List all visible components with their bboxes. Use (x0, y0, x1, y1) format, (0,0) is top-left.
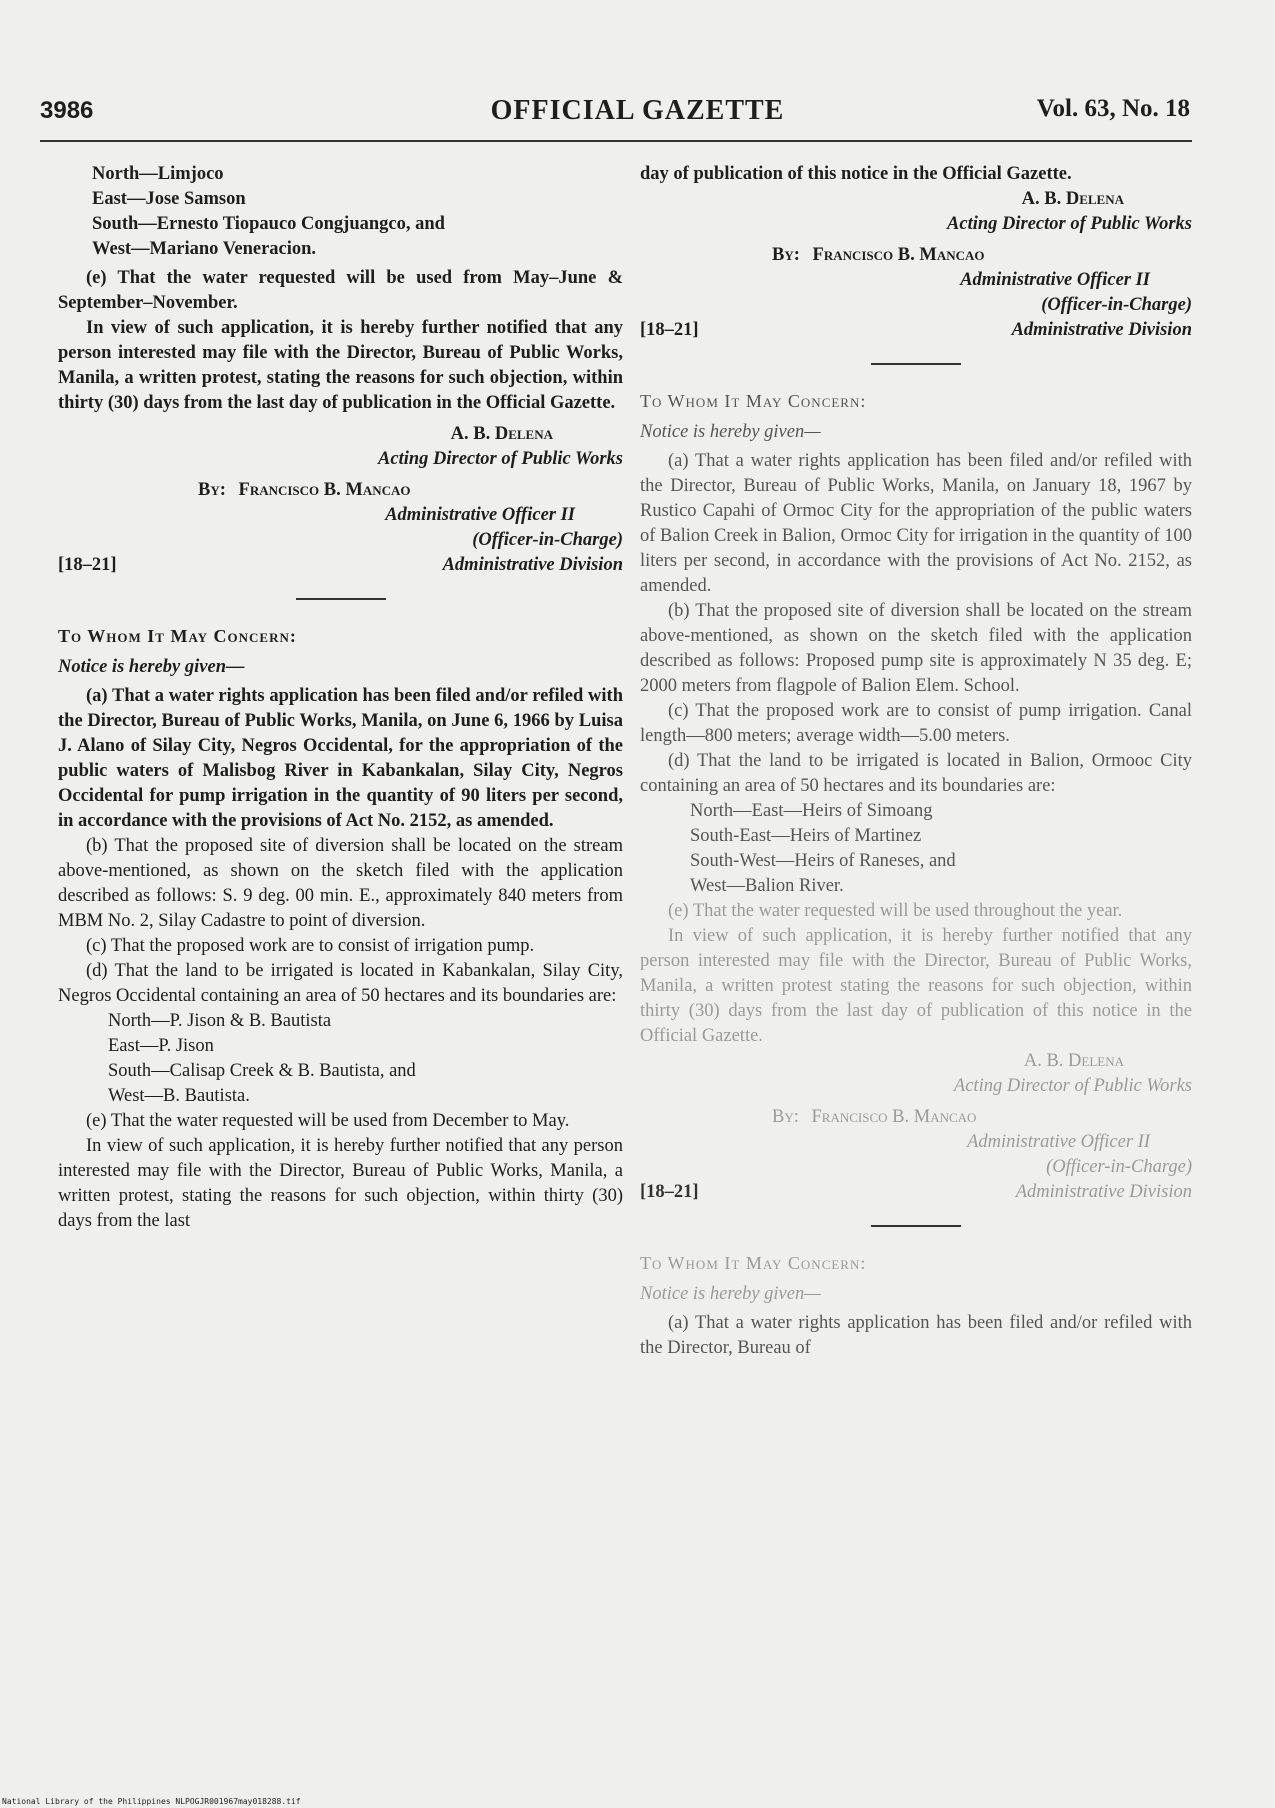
paragraph-e: (e) That the water requested will be used from May–June & September–November. (58, 268, 623, 313)
boundary-north: North—Limjoco (92, 164, 224, 184)
boundary-east: East—Jose Samson (92, 189, 246, 209)
scan-footer: National Library of the Philippines NLPOGJR001967may018288.tif (2, 1797, 301, 1806)
by-name: Francisco B. Mancao (812, 245, 985, 265)
reference-number: [18–21] (640, 320, 699, 340)
paragraph-d: (d) That the land to be irrigated is located in Kabankalan, Silay City, Negros Occidental containing an area of 50 hectares and its boundaries are: (58, 961, 623, 1006)
reference-number: [18–21] (58, 555, 117, 575)
paragraph-c: (c) That the proposed work are to consist of pump irrigation. Canal length—800 meters; average width—5.00 meters. (640, 701, 1192, 746)
paragraph-b: (b) That the proposed site of diversion shall be located on the stream above-mentioned, as shown on the sketch filed with the application described as follows: Proposed pump site is approximately N 35 deg. E; 2000 meters from flagpole of Balion Elem. School. (640, 601, 1192, 696)
page-number: 3986 (40, 97, 94, 124)
by-block (640, 243, 1192, 343)
by-name: Francisco B. Mancao (238, 480, 411, 500)
notice-given: Notice is hereby given— (58, 657, 245, 677)
paragraph-a: (a) That a water rights application has been filed and/or refiled with the Director, Bureau of Public Works, Manila, on June 6, 1966 by Luisa J. Alano of Silay City, Negros Occidental, for the appropriation of the public waters of Malisbog River in Kabankalan, Silay City, Negros Occidental for pump irrigation in the quantity of 90 liters per second, in accordance with the provisions of Act No. 2152, as amended. (58, 686, 623, 831)
boundary-south: South—Calisap Creek & B. Bautista, and (108, 1061, 416, 1081)
signatory-title: Acting Director of Public Works (953, 1076, 1192, 1096)
by-title-1: Administrative Officer II (385, 505, 575, 525)
boundary-east: East—P. Jison (108, 1036, 214, 1056)
notice-header: To Whom It May Concern: (640, 391, 867, 411)
by-title-2: (Officer-in-Charge) (1046, 1157, 1192, 1177)
by-title-2: (Officer-in-Charge) (472, 530, 623, 550)
boundary-south-west: South-West—Heirs of Raneses, and (690, 851, 956, 871)
boundary-west: West—Balion River. (690, 876, 844, 896)
protest-paragraph: In view of such application, it is hereby further notified that any person interested may file with the Director, Bureau of Public Works, Manila, a written protest, stating the reasons for such objection, within thirty (30) days from the last day of publication in the Official Gazette. (58, 318, 623, 413)
by-title-3: Administrative Division (1015, 1182, 1192, 1202)
protest-paragraph: In view of such application, it is hereby further notified that any person interested may file with the Director, Bureau of Public Works, Manila, a written protest, stating the reasons for such objection, within thirty (30) days from the last (58, 1136, 623, 1231)
paragraph-c: (c) That the proposed work are to consist of irrigation pump. (86, 936, 535, 956)
notice-given: Notice is hereby given— (640, 422, 821, 442)
paragraph-b: (b) That the proposed site of diversion shall be located on the stream above-mentioned, as shown on the sketch filed with the application described as follows: S. 9 deg. 00 min. E., approximately 840 meters from MBM No. 2, Silay Cadastre to point of diversion. (58, 836, 623, 931)
by-label: By: (772, 1107, 799, 1127)
page-header (0, 95, 1275, 135)
boundary-south-east: South-East—Heirs of Martinez (690, 826, 922, 846)
signature-block (640, 1049, 1192, 1099)
notice-header: To Whom It May Concern: (640, 1253, 867, 1273)
paragraph-e: (e) That the water requested will be used throughout the year. (668, 901, 1123, 921)
separator (871, 363, 961, 365)
paragraph-a: (a) That a water rights application has been filed and/or refiled with the Director, Bureau of Public Works, Manila, on January 18, 1967 by Rustico Capahi of Ormoc City for the appropriation of the public waters of Balion Creek in Balion, Ormoc City for irrigation in the quantity of 100 liters per second, in accordance with the provisions of Act No. 2152, as amended. (640, 451, 1192, 596)
notice-header: To Whom It May Concern: (58, 626, 297, 646)
signature-block (640, 187, 1192, 237)
continued-text: day of publication of this notice in the Official Gazette. (640, 164, 1072, 184)
boundary-north-east: North—East—Heirs of Simoang (690, 801, 933, 821)
by-title-2: (Officer-in-Charge) (1041, 295, 1192, 315)
right-column (640, 162, 1192, 1361)
by-title-1: Administrative Officer II (967, 1132, 1150, 1152)
protest-paragraph: In view of such application, it is hereby further notified that any person interested may file with the Director, Bureau of Public Works, Manila, a written protest stating the reasons for such objection, within thirty (30) days from the last day of publication of this notice in the Official Gazette. (640, 926, 1192, 1046)
by-block (640, 1105, 1192, 1205)
signatory-title: Acting Director of Public Works (947, 214, 1192, 234)
by-title-3: Administrative Division (1011, 320, 1192, 340)
volume-label: Vol. 63, No. 18 (1036, 95, 1190, 122)
by-name: Francisco B. Mancao (811, 1107, 977, 1127)
signatory-title: Acting Director of Public Works (378, 449, 623, 469)
separator (871, 1225, 961, 1227)
notice-given: Notice is hereby given— (640, 1284, 821, 1304)
by-label: By: (772, 245, 800, 265)
boundary-south: South—Ernesto Tiopauco Congjuangco, and (92, 214, 445, 234)
signatory-name: A. B. Delena (450, 424, 553, 444)
paragraph-a: (a) That a water rights application has been filed and/or refiled with the Director, Bureau of (640, 1313, 1192, 1358)
paragraph-d: (d) That the land to be irrigated is located in Balion, Ormooc City containing an area of 50 hectares and its boundaries are: (640, 751, 1192, 796)
header-rule (40, 140, 1192, 142)
reference-number: [18–21] (640, 1182, 699, 1202)
publication-title: OFFICIAL GAZETTE (490, 95, 785, 126)
signatory-name: A. B. Delena (1021, 189, 1124, 209)
boundary-west: West—B. Bautista. (108, 1086, 250, 1106)
by-title-3: Administrative Division (442, 555, 623, 575)
by-label: By: (198, 480, 226, 500)
boundary-north: North—P. Jison & B. Bautista (108, 1011, 332, 1031)
by-title-1: Administrative Officer II (960, 270, 1150, 290)
signatory-name: A. B. Delena (1023, 1051, 1124, 1071)
signature-block (58, 422, 623, 472)
paragraph-e: (e) That the water requested will be used from December to May. (86, 1111, 570, 1131)
by-block (58, 478, 623, 578)
left-column (58, 162, 623, 1234)
boundary-west: West—Mariano Veneracion. (92, 239, 317, 259)
separator (296, 598, 386, 600)
